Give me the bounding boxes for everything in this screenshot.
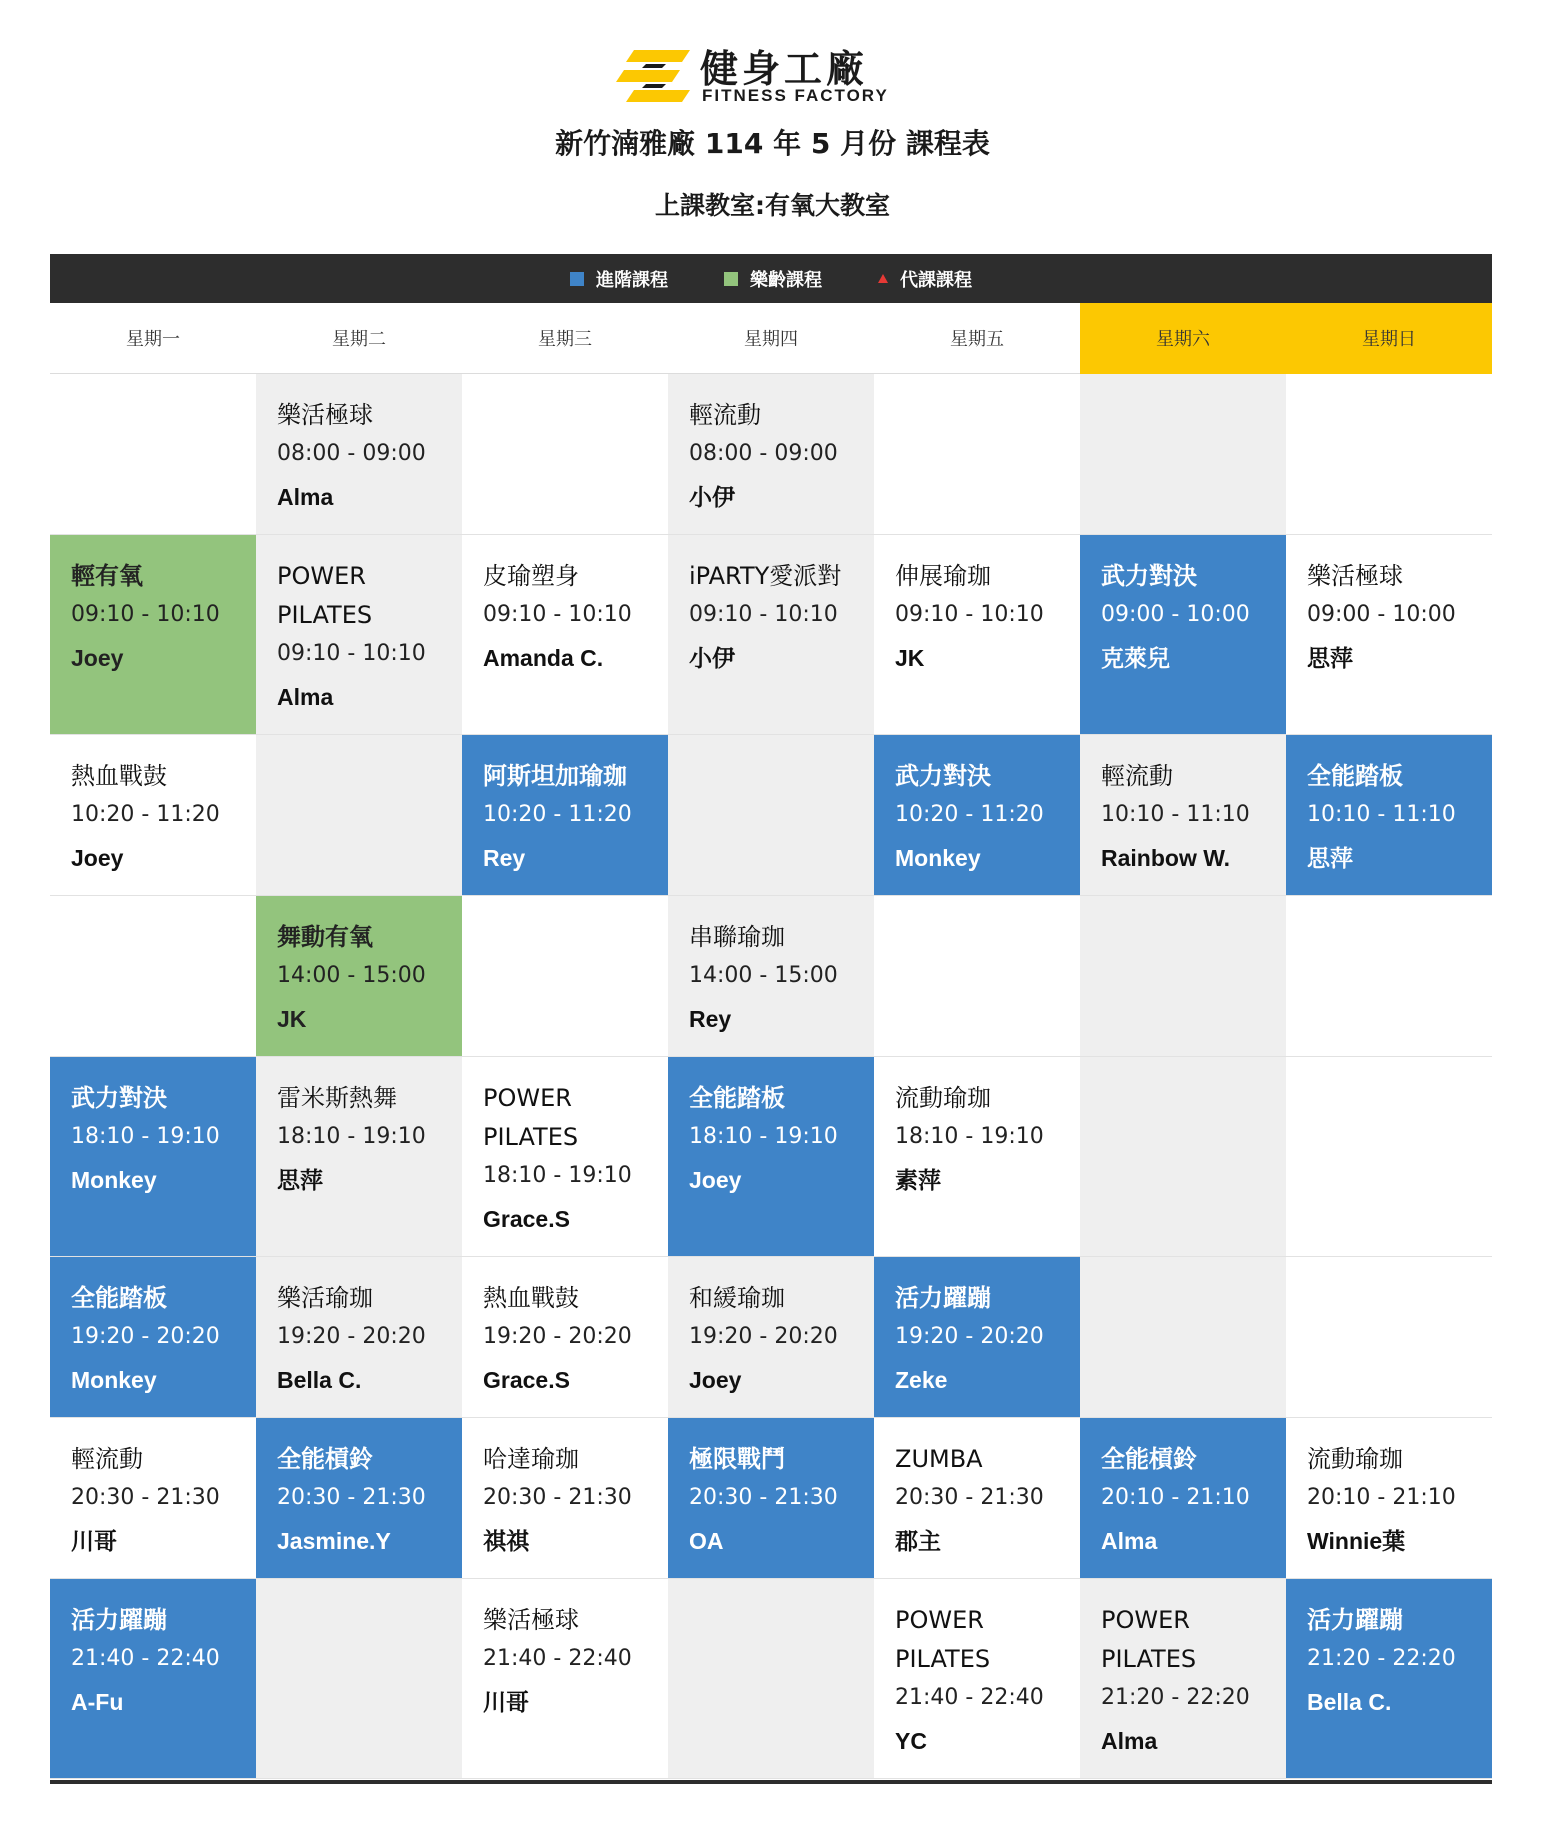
- class-instructor: Alma: [277, 484, 334, 510]
- class-instructor: JK: [277, 1006, 307, 1032]
- class-cell: [874, 1579, 1080, 1778]
- class-cell: [462, 1579, 668, 1778]
- class-name: 極限戰鬥: [689, 1445, 785, 1473]
- class-instructor: 思萍: [277, 1167, 323, 1193]
- class-cell: [668, 535, 874, 734]
- class-instructor: Rey: [689, 1006, 732, 1032]
- class-cell: [1080, 1579, 1286, 1778]
- class-cell: [256, 1057, 462, 1256]
- day-header-fri: 星期五: [874, 303, 1080, 374]
- class-cell: [1286, 1418, 1492, 1578]
- schedule-row: [50, 1418, 1492, 1579]
- class-name: 哈達瑜珈: [483, 1445, 579, 1473]
- class-time: 09:10 - 10:10: [895, 602, 1044, 627]
- class-instructor: Monkey: [895, 845, 981, 871]
- class-name: 武力對決: [895, 762, 991, 790]
- class-cell: [668, 1257, 874, 1417]
- class-time: 18:10 - 19:10: [277, 1124, 426, 1149]
- day-header-wed: 星期三: [462, 303, 668, 374]
- class-cell: [462, 735, 668, 895]
- class-time: 10:10 - 11:10: [1101, 802, 1250, 827]
- class-name: POWER PILATES: [483, 1084, 579, 1151]
- class-name: POWER PILATES: [1101, 1606, 1197, 1673]
- class-time: 19:20 - 20:20: [483, 1324, 632, 1349]
- class-cell: [50, 1057, 256, 1256]
- class-name: 全能踏板: [71, 1284, 167, 1312]
- brand-logo: [616, 48, 926, 104]
- class-time: 18:10 - 19:10: [689, 1124, 838, 1149]
- class-cell: [256, 1257, 462, 1417]
- class-instructor: Joey: [689, 1367, 742, 1393]
- class-time: 19:20 - 20:20: [895, 1324, 1044, 1349]
- class-time: 08:00 - 09:00: [277, 441, 426, 466]
- empty-cell: [1080, 1257, 1286, 1417]
- empty-cell: [1286, 1257, 1492, 1417]
- class-time: 09:00 - 10:00: [1101, 602, 1250, 627]
- class-instructor: 川哥: [71, 1528, 117, 1554]
- class-name: 武力對決: [71, 1084, 167, 1112]
- class-instructor: 川哥: [483, 1689, 529, 1715]
- class-instructor: Rey: [483, 845, 526, 871]
- logo-text-chinese: 健身工廠: [700, 47, 869, 91]
- class-name: 輕流動: [71, 1445, 143, 1473]
- class-cell: [462, 1057, 668, 1256]
- legend-bar: [50, 254, 1492, 303]
- day-header-row: [50, 303, 1492, 374]
- class-instructor: 小伊: [689, 645, 735, 671]
- class-name: 雷米斯熱舞: [277, 1084, 397, 1112]
- schedule-row: [50, 1257, 1492, 1418]
- class-cell: [874, 535, 1080, 734]
- class-name: 熱血戰鼓: [71, 762, 167, 790]
- class-name: 全能槓鈴: [1101, 1445, 1197, 1473]
- class-instructor: YC: [895, 1728, 927, 1754]
- class-cell: [874, 1257, 1080, 1417]
- class-cell: [256, 1418, 462, 1578]
- empty-cell: [1286, 896, 1492, 1056]
- class-time: 09:00 - 10:00: [1307, 602, 1456, 627]
- class-instructor: Bella C.: [277, 1367, 362, 1393]
- class-instructor: 小伊: [689, 484, 735, 510]
- schedule-row: [50, 535, 1492, 735]
- class-name: 活力躍蹦: [895, 1284, 991, 1312]
- class-time: 20:30 - 21:30: [71, 1485, 220, 1510]
- class-name: 全能踏板: [1307, 762, 1403, 790]
- class-cell: [1286, 535, 1492, 734]
- class-name: 武力對決: [1101, 562, 1197, 590]
- empty-cell: [668, 735, 874, 895]
- class-instructor: Joey: [689, 1167, 742, 1193]
- class-time: 21:40 - 22:40: [483, 1646, 632, 1671]
- empty-cell: [462, 374, 668, 534]
- class-time: 21:20 - 22:20: [1101, 1685, 1250, 1710]
- class-cell: [50, 735, 256, 895]
- class-name: 輕有氧: [71, 562, 143, 590]
- class-time: 19:20 - 20:20: [71, 1324, 220, 1349]
- class-cell: [874, 1418, 1080, 1578]
- class-cell: [1286, 1579, 1492, 1778]
- class-time: 21:20 - 22:20: [1307, 1646, 1456, 1671]
- class-cell: [50, 535, 256, 734]
- class-time: 09:10 - 10:10: [277, 641, 426, 666]
- legend-label: 進階課程: [596, 269, 668, 291]
- class-name: 全能踏板: [689, 1084, 785, 1112]
- class-cell: [462, 1257, 668, 1417]
- page-title: 新竹湳雅廠 114 年 5 月份 課程表: [555, 127, 990, 160]
- class-instructor: OA: [689, 1528, 724, 1554]
- empty-cell: [50, 896, 256, 1056]
- class-cell: [1080, 735, 1286, 895]
- class-name: 樂活極球: [277, 401, 373, 429]
- class-instructor: Grace.S: [483, 1367, 570, 1393]
- class-instructor: A-Fu: [71, 1689, 124, 1715]
- class-name: 輕流動: [689, 401, 761, 429]
- class-time: 10:20 - 11:20: [483, 802, 632, 827]
- class-time: 20:30 - 21:30: [689, 1485, 838, 1510]
- empty-cell: [462, 896, 668, 1056]
- empty-cell: [874, 374, 1080, 534]
- class-time: 08:00 - 09:00: [689, 441, 838, 466]
- class-time: 09:10 - 10:10: [689, 602, 838, 627]
- class-cell: [668, 374, 874, 534]
- class-name: POWER PILATES: [895, 1606, 991, 1673]
- empty-cell: [874, 896, 1080, 1056]
- class-time: 19:20 - 20:20: [277, 1324, 426, 1349]
- class-time: 14:00 - 15:00: [277, 963, 426, 988]
- class-cell: [874, 735, 1080, 895]
- class-instructor: Rainbow W.: [1101, 845, 1231, 871]
- green-square-icon: [724, 272, 738, 286]
- class-instructor: Alma: [277, 684, 334, 710]
- day-header-thu: 星期四: [668, 303, 874, 374]
- class-name: ZUMBA: [895, 1445, 983, 1473]
- class-instructor: Amanda C.: [483, 645, 604, 671]
- empty-cell: [1286, 1057, 1492, 1256]
- class-time: 09:10 - 10:10: [71, 602, 220, 627]
- class-time: 09:10 - 10:10: [483, 602, 632, 627]
- class-instructor: Joey: [71, 845, 124, 871]
- class-instructor: JK: [895, 645, 925, 671]
- class-name: 流動瑜珈: [1307, 1445, 1403, 1473]
- class-cell: [462, 1418, 668, 1578]
- class-name: POWER PILATES: [277, 562, 373, 629]
- schedule-row: [50, 1057, 1492, 1257]
- class-instructor: Jasmine.Y: [277, 1528, 391, 1554]
- class-name: 樂活瑜珈: [277, 1284, 373, 1312]
- class-instructor: Grace.S: [483, 1206, 570, 1232]
- class-cell: [1080, 1418, 1286, 1578]
- class-time: 21:40 - 22:40: [895, 1685, 1044, 1710]
- class-cell: [1080, 535, 1286, 734]
- class-cell: [50, 1579, 256, 1778]
- empty-cell: [50, 374, 256, 534]
- empty-cell: [256, 1579, 462, 1778]
- class-cell: [256, 374, 462, 534]
- class-instructor: Alma: [1101, 1728, 1158, 1754]
- legend-label: 樂齡課程: [750, 269, 822, 291]
- class-time: 20:30 - 21:30: [483, 1485, 632, 1510]
- legend-item-advanced: [570, 266, 668, 292]
- legend-item-senior: [724, 266, 822, 292]
- class-name: 舞動有氧: [277, 923, 373, 951]
- schedule-row: [50, 735, 1492, 896]
- schedule-row: [50, 896, 1492, 1057]
- empty-cell: [1080, 896, 1286, 1056]
- table-bottom-border: [50, 1780, 1492, 1784]
- day-header-mon: 星期一: [50, 303, 256, 374]
- class-instructor: Bella C.: [1307, 1689, 1392, 1715]
- class-cell: [668, 1418, 874, 1578]
- class-name: 和緩瑜珈: [689, 1284, 785, 1312]
- class-instructor: 思萍: [1307, 645, 1353, 671]
- legend-item-substitute: [878, 266, 972, 292]
- logo-text-english: FITNESS FACTORY: [702, 86, 889, 105]
- day-header-tue: 星期二: [256, 303, 462, 374]
- schedule-table: [50, 303, 1492, 1779]
- class-name: iPARTY愛派對: [689, 562, 842, 590]
- class-time: 18:10 - 19:10: [483, 1163, 632, 1188]
- page-subtitle: 上課教室:有氧大教室: [655, 191, 890, 220]
- class-time: 19:20 - 20:20: [689, 1324, 838, 1349]
- schedule-row: [50, 1579, 1492, 1779]
- class-name: 輕流動: [1101, 762, 1173, 790]
- day-header-sun: 星期日: [1286, 303, 1492, 374]
- class-cell: [50, 1418, 256, 1578]
- class-cell: [462, 535, 668, 734]
- class-instructor: 郡主: [895, 1528, 941, 1554]
- class-cell: [668, 896, 874, 1056]
- class-cell: [256, 535, 462, 734]
- class-time: 10:20 - 11:20: [895, 802, 1044, 827]
- class-name: 樂活極球: [483, 1606, 579, 1634]
- class-cell: [874, 1057, 1080, 1256]
- empty-cell: [1080, 1057, 1286, 1256]
- class-instructor: 素萍: [895, 1167, 941, 1193]
- class-name: 全能槓鈴: [277, 1445, 373, 1473]
- class-name: 伸展瑜珈: [895, 562, 991, 590]
- class-cell: [1286, 735, 1492, 895]
- class-time: 14:00 - 15:00: [689, 963, 838, 988]
- class-instructor: 克萊兒: [1101, 645, 1170, 671]
- empty-cell: [668, 1579, 874, 1778]
- schedule-row: [50, 374, 1492, 535]
- schedule-body: [50, 374, 1492, 1779]
- fitness-factory-logo-icon: [616, 50, 690, 102]
- class-name: 皮瑜塑身: [483, 562, 579, 590]
- empty-cell: [1286, 374, 1492, 534]
- class-cell: [256, 896, 462, 1056]
- class-time: 18:10 - 19:10: [71, 1124, 220, 1149]
- class-name: 阿斯坦加瑜珈: [483, 762, 627, 790]
- class-instructor: 祺祺: [483, 1528, 529, 1554]
- class-time: 20:30 - 21:30: [895, 1485, 1044, 1510]
- class-instructor: Alma: [1101, 1528, 1158, 1554]
- empty-cell: [256, 735, 462, 895]
- class-instructor: 思萍: [1307, 845, 1353, 871]
- class-instructor: Joey: [71, 645, 124, 671]
- class-cell: [50, 1257, 256, 1417]
- class-time: 10:10 - 11:10: [1307, 802, 1456, 827]
- class-instructor: Winnie葉: [1307, 1528, 1406, 1554]
- class-time: 20:10 - 21:10: [1307, 1485, 1456, 1510]
- class-name: 流動瑜珈: [895, 1084, 991, 1112]
- legend-label: 代課課程: [900, 269, 972, 291]
- class-cell: [668, 1057, 874, 1256]
- class-instructor: Monkey: [71, 1167, 157, 1193]
- class-time: 18:10 - 19:10: [895, 1124, 1044, 1149]
- class-time: 20:30 - 21:30: [277, 1485, 426, 1510]
- class-time: 10:20 - 11:20: [71, 802, 220, 827]
- class-name: 熱血戰鼓: [483, 1284, 579, 1312]
- class-name: 樂活極球: [1307, 562, 1403, 590]
- class-name: 活力躍蹦: [1307, 1606, 1403, 1634]
- class-instructor: Monkey: [71, 1367, 157, 1393]
- day-header-sat: 星期六: [1080, 303, 1286, 374]
- empty-cell: [1080, 374, 1286, 534]
- red-triangle-icon: [878, 274, 888, 283]
- class-time: 20:10 - 21:10: [1101, 1485, 1250, 1510]
- class-instructor: Zeke: [895, 1367, 948, 1393]
- class-name: 活力躍蹦: [71, 1606, 167, 1634]
- blue-square-icon: [570, 272, 584, 286]
- class-time: 21:40 - 22:40: [71, 1646, 220, 1671]
- class-name: 串聯瑜珈: [689, 923, 785, 951]
